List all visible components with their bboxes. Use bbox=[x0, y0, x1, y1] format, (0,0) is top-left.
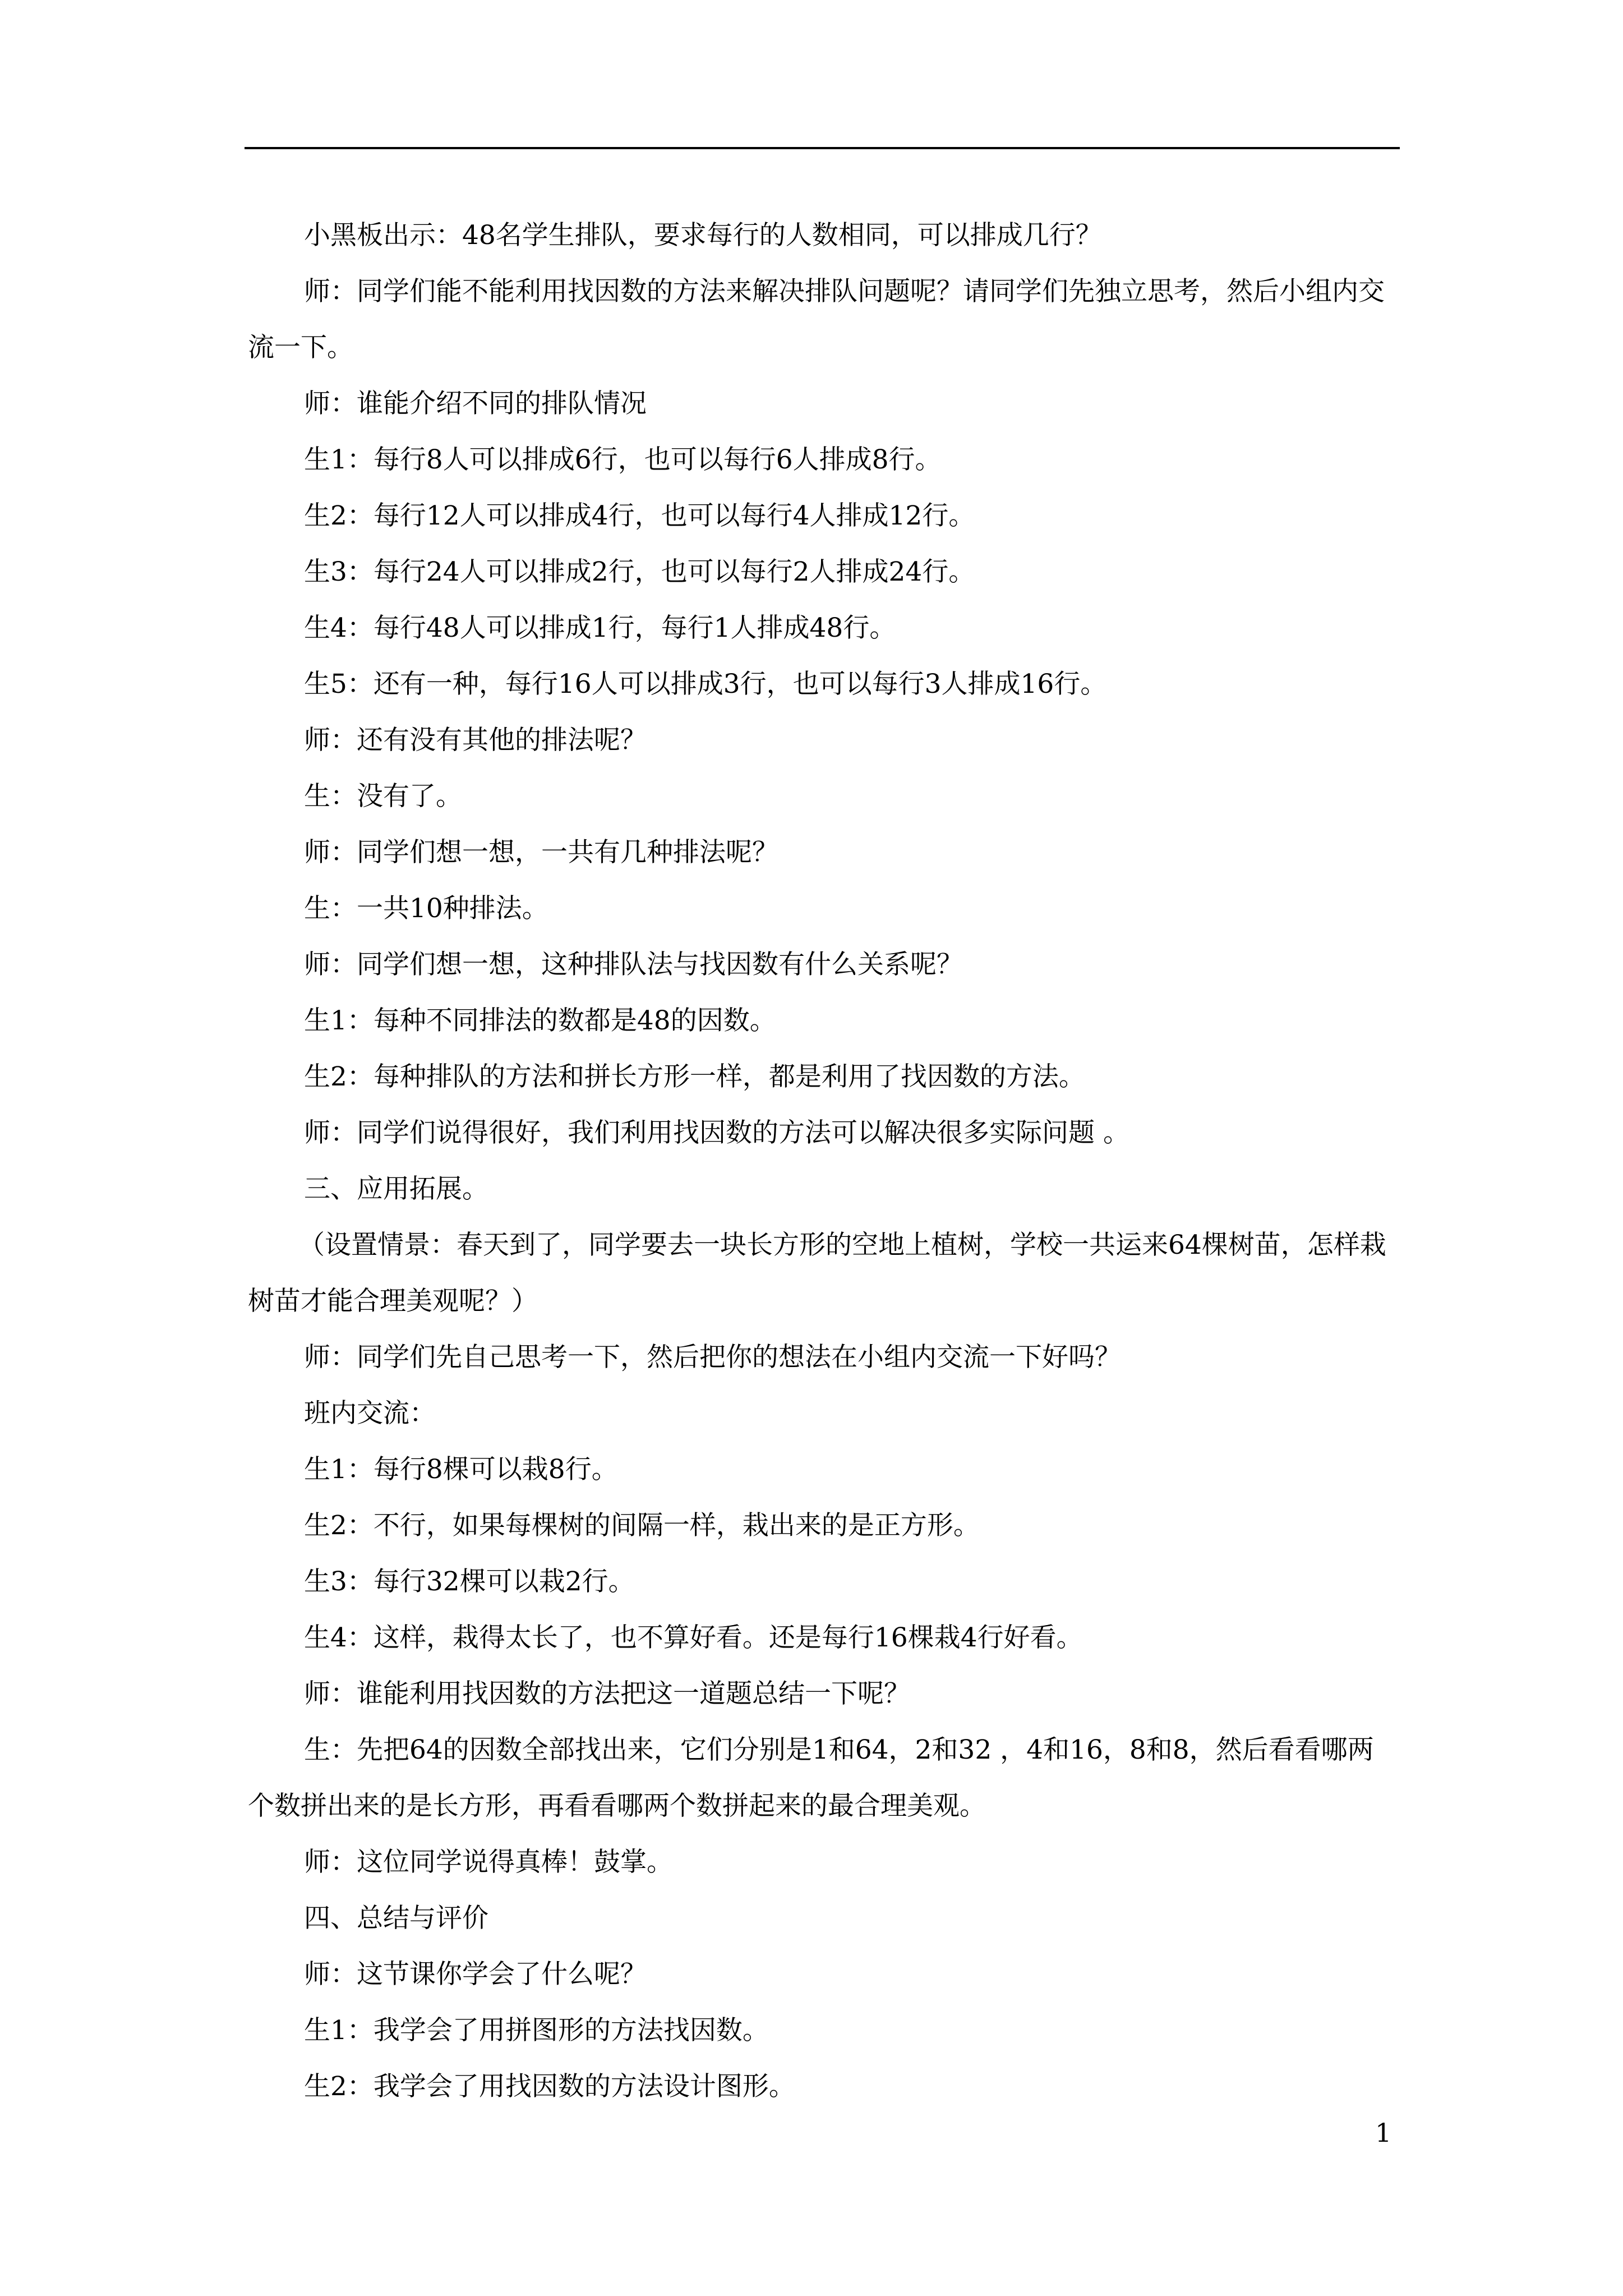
paragraph-teacher-summary-ask: 师：谁能利用找因数的方法把这一道题总结一下呢？ bbox=[304, 1678, 910, 1709]
paragraph-teacher-think: 师：同学们先自己思考一下，然后把你的想法在小组内交流一下好吗？ bbox=[304, 1342, 1121, 1373]
paragraph-teacher-relation: 师：同学们想一想，这种排队法与找因数有什么关系呢？ bbox=[304, 949, 963, 980]
section-heading-application: 三、应用拓展。 bbox=[304, 1174, 488, 1204]
paragraph-tree-student-2: 生2：不行，如果每棵树的间隔一样，栽出来的是正方形。 bbox=[304, 1510, 980, 1541]
paragraph-student-relation-1: 生1：每种不同排法的数都是48的因数。 bbox=[304, 1005, 776, 1036]
paragraph-student-count: 生：一共10种排法。 bbox=[304, 893, 548, 924]
page-number: 1 bbox=[1375, 2118, 1392, 2148]
paragraph-tree-student-3: 生3：每行32棵可以栽2行。 bbox=[304, 1566, 635, 1597]
paragraph-student-5: 生5：还有一种，每行16人可以排成3行，也可以每行3人排成16行。 bbox=[304, 669, 1107, 700]
paragraph-student-1: 生1：每行8人可以排成6行，也可以每行6人排成8行。 bbox=[304, 444, 942, 475]
paragraph-student-2: 生2：每行12人可以排成4行，也可以每行4人排成12行。 bbox=[304, 500, 975, 531]
paragraph-tree-student-1: 生1：每行8棵可以栽8行。 bbox=[304, 1454, 618, 1485]
paragraph-student-summary: 生：先把64的因数全部找出来，它们分别是1和64，2和32 ，4和16，8和8，然后看看哪两个数拼出来的是长方形，再看看哪两个数拼起来的最合理美观。 bbox=[248, 1734, 1374, 1821]
paragraph-learned-2: 生2：我学会了用找因数的方法设计图形。 bbox=[304, 2071, 795, 2102]
document-body bbox=[248, 208, 1398, 2115]
paragraph-student-4: 生4：每行48人可以排成1行，每行1人排成48行。 bbox=[304, 613, 896, 643]
paragraph-student-none: 生：没有了。 bbox=[304, 781, 462, 812]
paragraph-teacher-count: 师：同学们想一想，一共有几种排法呢？ bbox=[304, 837, 778, 868]
paragraph-teacher-other: 师：还有没有其他的排法呢？ bbox=[304, 725, 647, 756]
header-rule bbox=[245, 147, 1400, 149]
paragraph-tree-student-4: 生4：这样，栽得太长了，也不算好看。还是每行16棵栽4行好看。 bbox=[304, 1622, 1083, 1653]
paragraph-scenario: （设置情景：春天到了，同学要去一块长方形的空地上植树，学校一共运来64棵树苗，怎样栽树苗才能合理美观呢？） bbox=[248, 1230, 1386, 1317]
section-heading-summary: 四、总结与评价 bbox=[304, 1903, 488, 1934]
paragraph-teacher-praise: 师：同学们说得很好，我们利用找因数的方法可以解决很多实际问题 。 bbox=[304, 1117, 1129, 1148]
paragraph-student-3: 生3：每行24人可以排成2行，也可以每行2人排成24行。 bbox=[304, 556, 975, 587]
paragraph-learned-1: 生1：我学会了用拼图形的方法找因数。 bbox=[304, 2015, 769, 2046]
paragraph-student-relation-2: 生2：每种排队的方法和拼长方形一样，都是利用了找因数的方法。 bbox=[304, 1061, 1085, 1092]
paragraph-teacher-applause: 师：这位同学说得真棒！鼓掌。 bbox=[304, 1847, 673, 1878]
paragraph-class-exchange: 班内交流： bbox=[304, 1398, 436, 1429]
paragraph-teacher-ask: 师：谁能介绍不同的排队情况 bbox=[304, 388, 647, 419]
paragraph-teacher-learned: 师：这节课你学会了什么呢？ bbox=[304, 1959, 647, 1990]
paragraph-teacher-question: 师：同学们能不能利用找因数的方法来解决排队问题呢？请同学们先独立思考，然后小组内交流一下。 bbox=[248, 276, 1385, 363]
paragraph-blackboard-prompt: 小黑板出示：48名学生排队，要求每行的人数相同，可以排成几行？ bbox=[304, 220, 1102, 251]
